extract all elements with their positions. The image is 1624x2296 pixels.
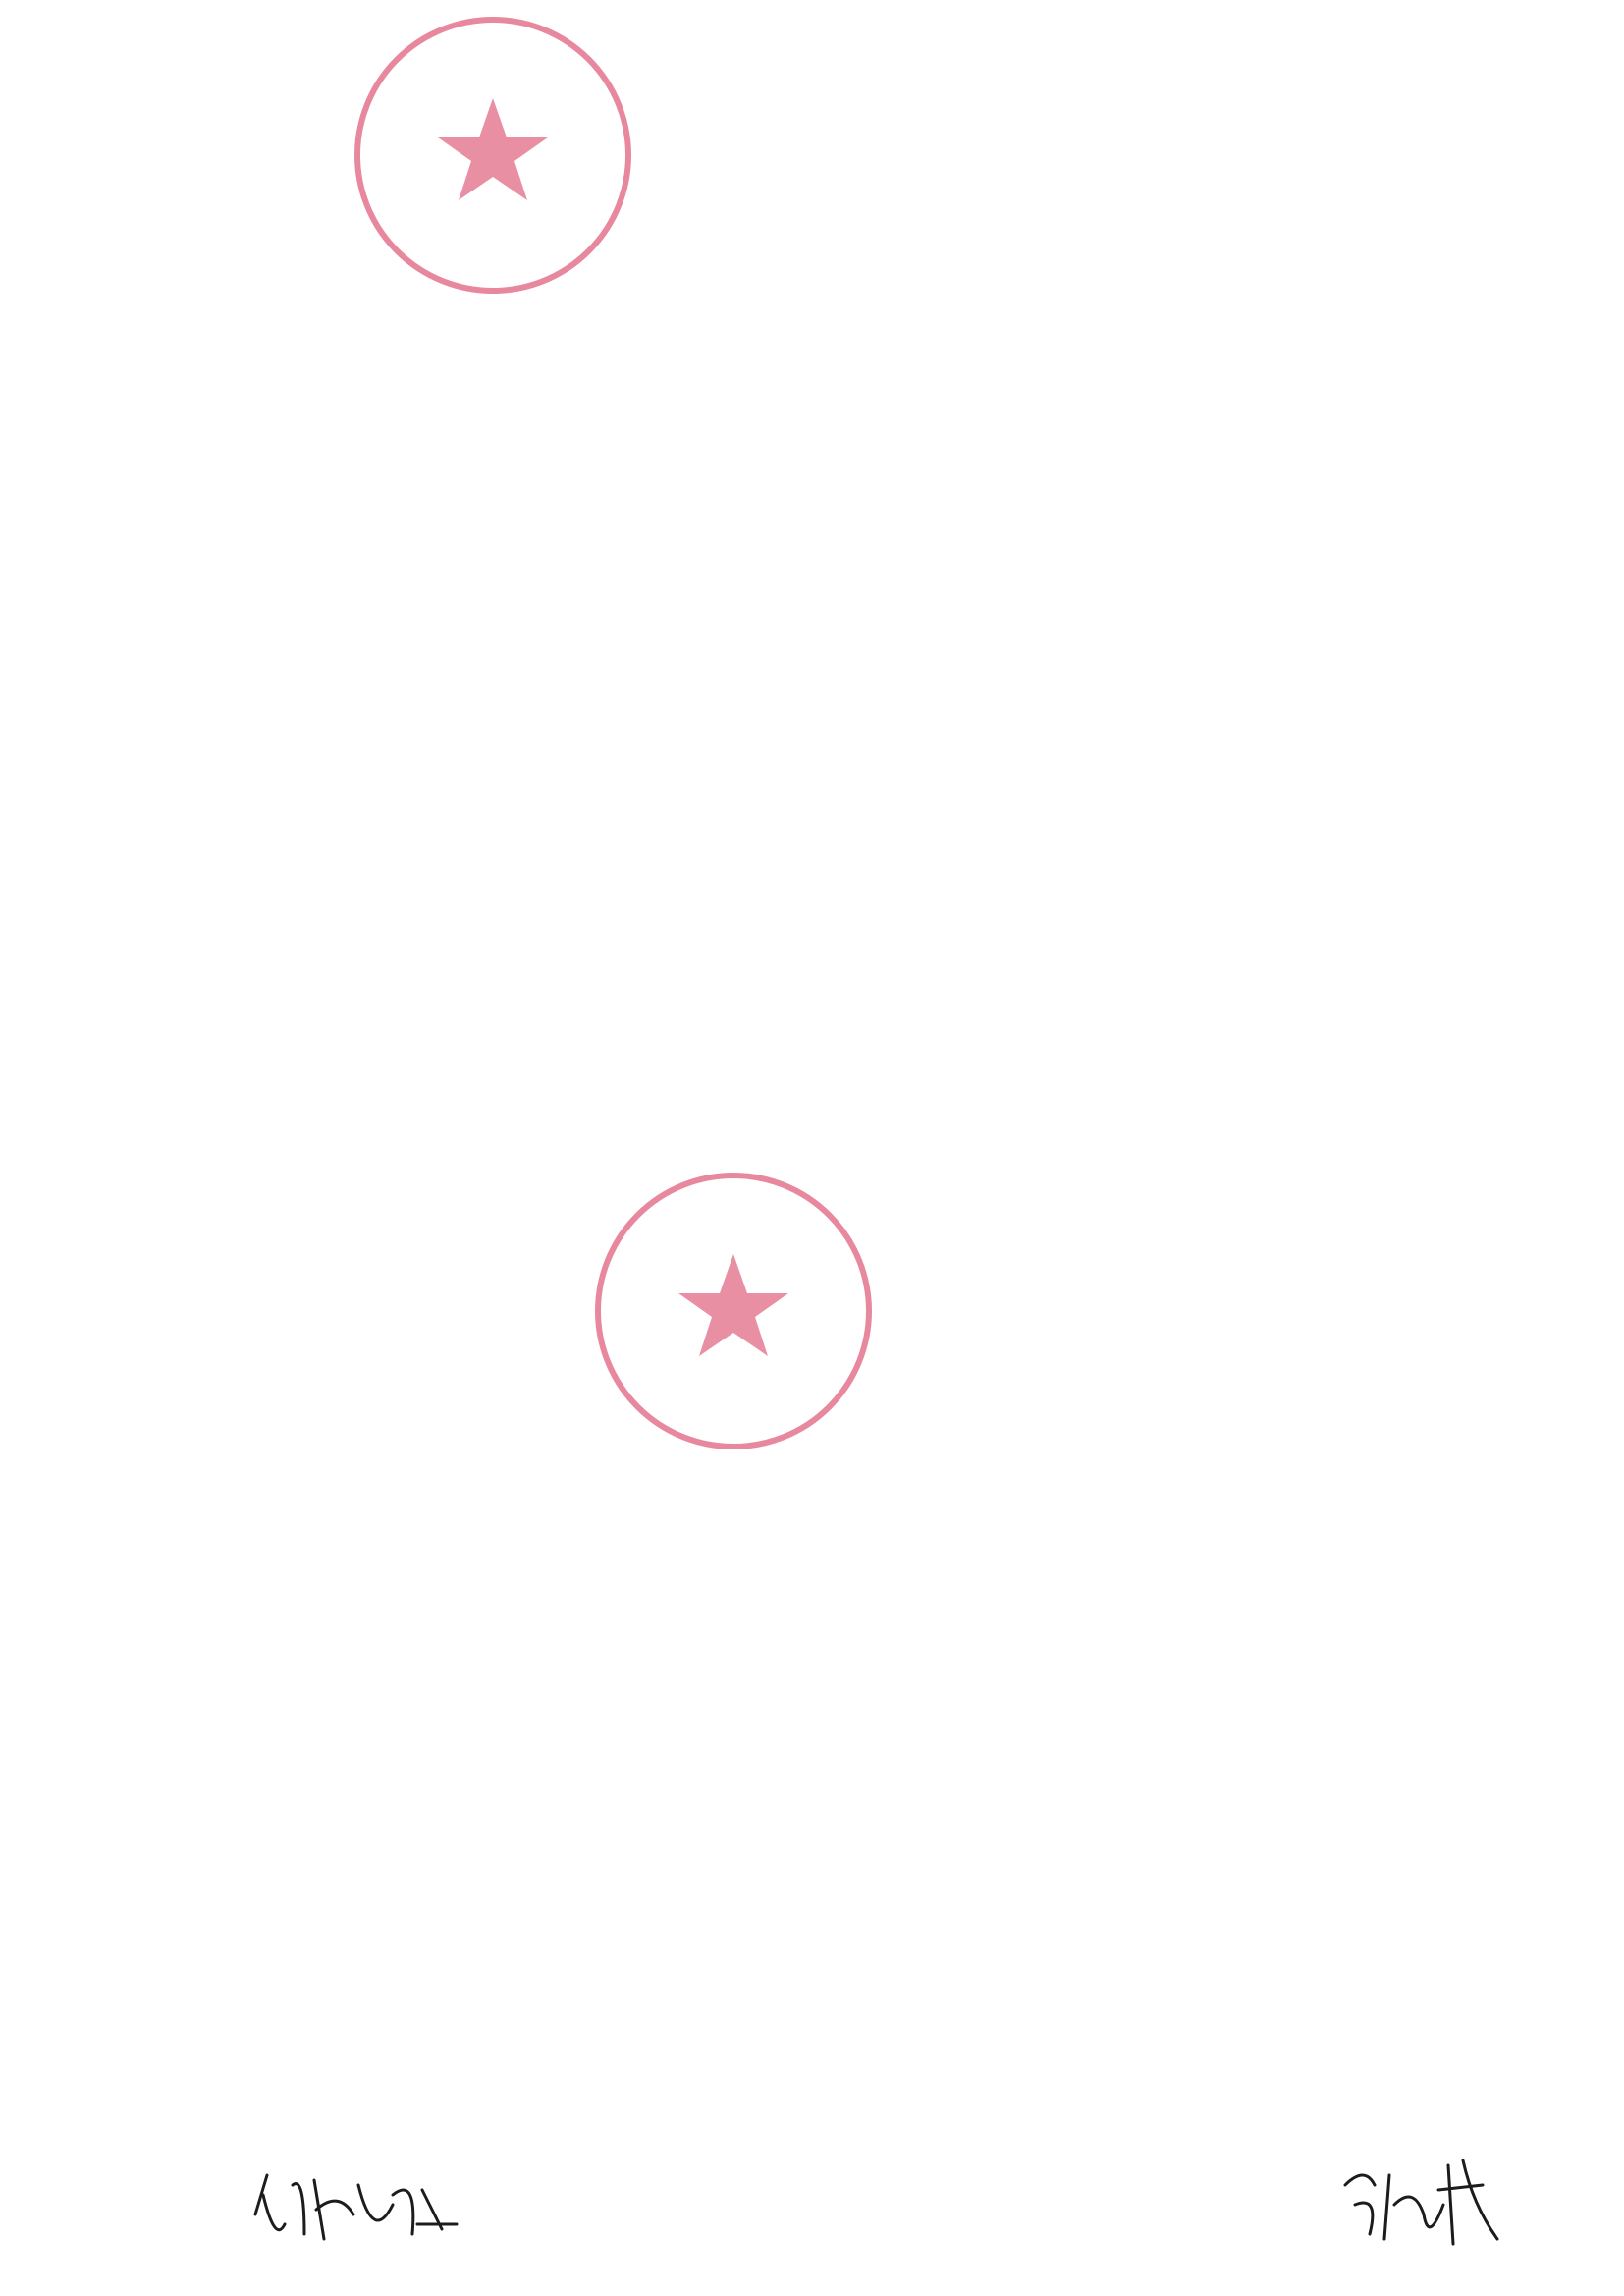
committee-seal bbox=[586, 1164, 881, 1458]
preparer-signature bbox=[1335, 2146, 1512, 2264]
report-header bbox=[75, 147, 1567, 191]
manager-signature bbox=[245, 2156, 471, 2264]
